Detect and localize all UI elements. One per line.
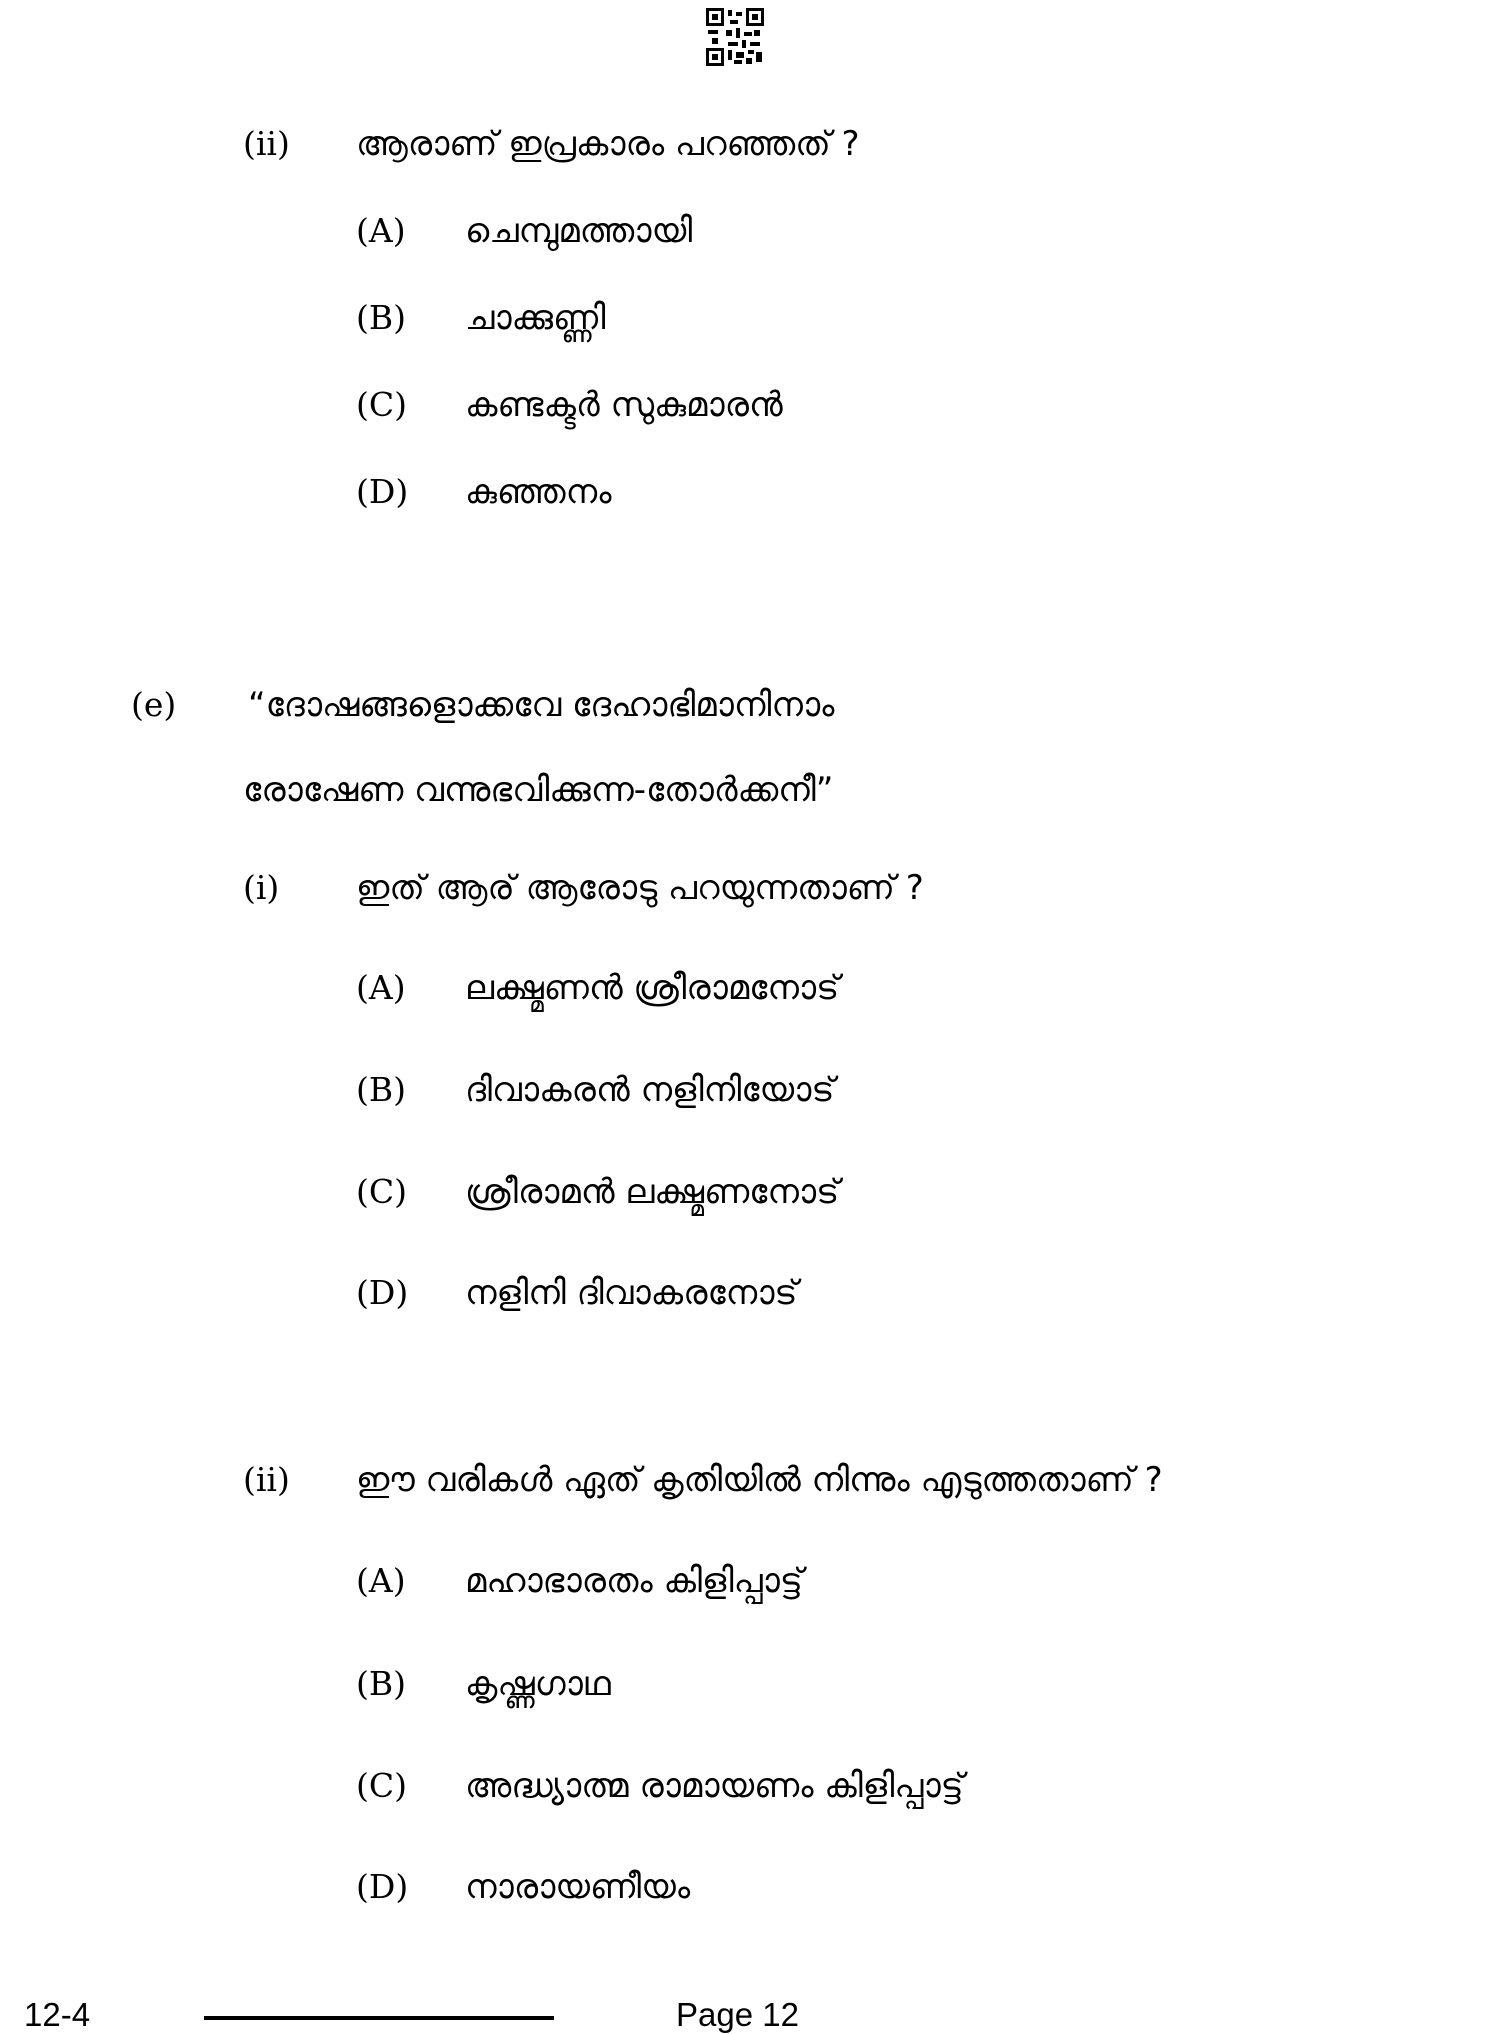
option-text: കൃഷ്ണഗാഥ — [465, 1664, 611, 1704]
option-text: ചെമ്പുമത്തായി — [465, 211, 693, 251]
option-label: (D) — [356, 1867, 409, 1906]
question-number: (ii) — [243, 124, 290, 163]
question-text: ഈ വരികൾ ഏത് കൃതിയിൽ നിന്നും എടുത്തതാണ് ? — [356, 1460, 1163, 1500]
option-label: (B) — [356, 1664, 406, 1703]
footer-divider — [204, 2016, 554, 2020]
question-number: (ii) — [243, 1460, 290, 1499]
option-label: (B) — [356, 298, 406, 337]
option-label: (C) — [356, 1172, 407, 1211]
quote-line: “ദോഷങ്ങളൊക്കവേ ദേഹാഭിമാനിനാം — [248, 685, 835, 725]
question-number: (e) — [131, 685, 177, 724]
question-number: (i) — [243, 868, 280, 907]
option-label: (D) — [356, 472, 409, 511]
option-label: (A) — [356, 1561, 406, 1600]
option-text: നളിനി ദിവാകരനോട് — [465, 1273, 798, 1313]
option-text: ലക്ഷ്മണൻ ശ്രീരാമനോട് — [465, 968, 840, 1008]
page-number: Page 12 — [676, 1996, 799, 2033]
paper-code: 12-4 — [24, 1996, 91, 2033]
question-text: ആരാണ് ഇപ്രകാരം പറഞ്ഞത് ? — [356, 124, 860, 164]
option-text: നാരായണീയം — [465, 1867, 691, 1907]
option-label: (C) — [356, 385, 407, 424]
option-label: (A) — [356, 968, 406, 1007]
option-text: ദിവാകരൻ നളിനിയോട് — [465, 1070, 835, 1110]
option-label: (C) — [356, 1766, 407, 1805]
option-text: അദ്ധ്യാത്മ രാമായണം കിളിപ്പാട്ട് — [465, 1766, 964, 1806]
option-text: ശ്രീരാമൻ ലക്ഷ്മണനോട് — [465, 1172, 840, 1212]
option-text: കുഞ്ഞനം — [465, 472, 612, 512]
option-text: കണ്ടക്ടർ സുകുമാരൻ — [465, 385, 783, 425]
option-label: (B) — [356, 1070, 406, 1109]
option-label: (A) — [356, 211, 406, 250]
qr-code-icon — [706, 8, 764, 66]
option-text: മഹാഭാരതം കിളിപ്പാട്ട് — [465, 1561, 803, 1601]
option-text: ചാക്കുണ്ണി — [465, 298, 606, 338]
question-text: ഇത് ആര് ആരോടു പറയുന്നതാണ് ? — [356, 868, 924, 908]
option-label: (D) — [356, 1273, 409, 1312]
quote-line: രോഷേണ വന്നുഭവിക്കുന്ന-തോർക്കനീ” — [243, 770, 834, 810]
